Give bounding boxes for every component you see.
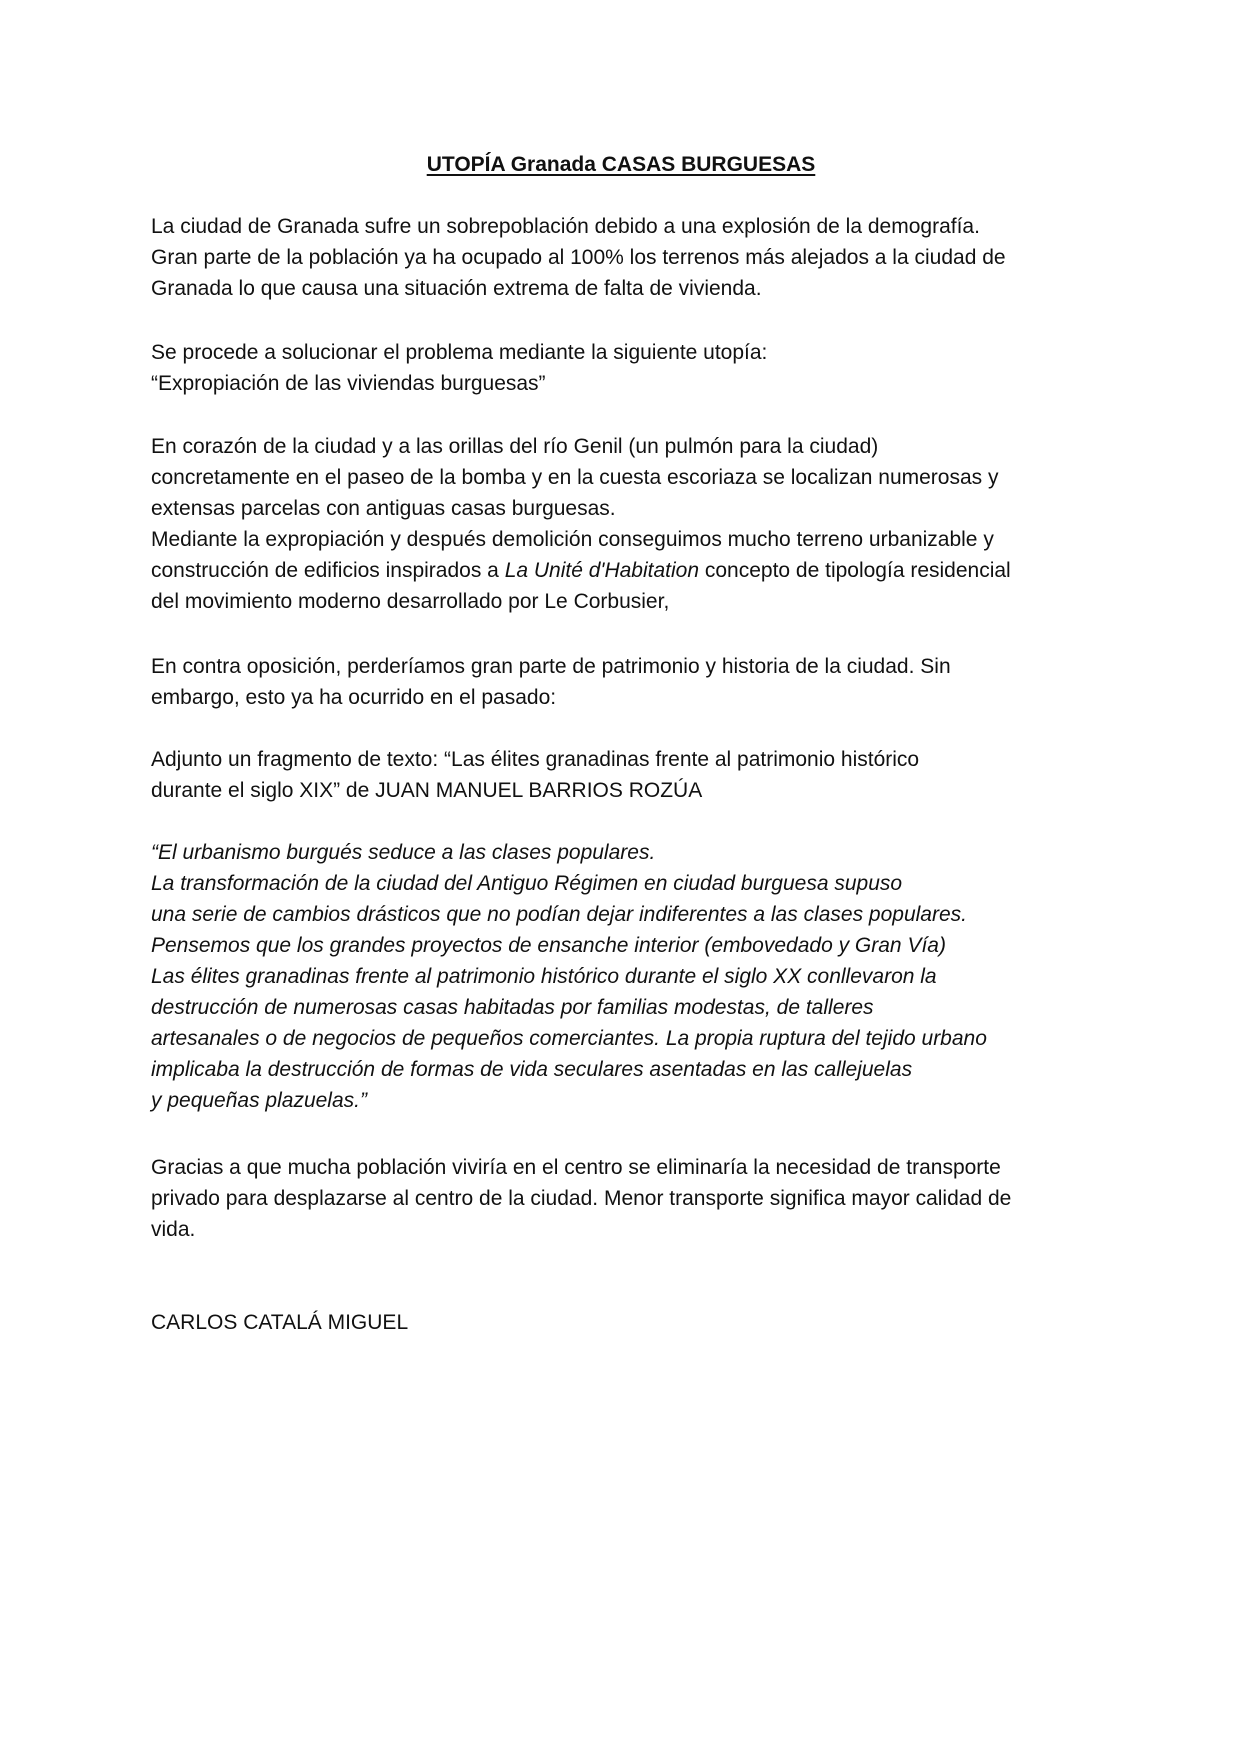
paragraph-line: En corazón de la ciudad y a las orillas del río Genil (un pulmón para la ciudad) xyxy=(151,435,879,458)
text-run: concepto de tipología residencial xyxy=(699,559,1011,582)
paragraph-utopia-proposal xyxy=(151,337,1111,399)
quote-line: “El urbanismo burgués seduce a las clases populares. xyxy=(151,841,656,864)
paragraph-line: privado para desplazarse al centro de la ciudad. Menor transporte significa mayor calidad de xyxy=(151,1187,1012,1210)
document-title: UTOPÍA Granada CASAS BURGUESAS xyxy=(426,153,816,176)
quote-line: Las élites granadinas frente al patrimonio histórico durante el siglo XX conllevaron la xyxy=(151,965,937,988)
paragraph-citation xyxy=(151,744,1111,806)
quote-block xyxy=(151,837,1111,1116)
quote-line: artesanales o de negocios de pequeños comerciantes. La propia ruptura del tejido urbano xyxy=(151,1027,987,1050)
paragraph-line: Mediante la expropiación y después demolición conseguimos mucho terreno urbanizable y xyxy=(151,528,994,551)
quote-line: La transformación de la ciudad del Antiguo Régimen en ciudad burguesa supuso xyxy=(151,872,903,895)
paragraph-location xyxy=(151,431,1111,524)
paragraph-line: Gran parte de la población ya ha ocupado al 100% los terrenos más alejados a la ciudad de xyxy=(151,246,1006,269)
paragraph-line: Gracias a que mucha población viviría en el centro se eliminaría la necesidad de transporte xyxy=(151,1156,1001,1179)
paragraph-overpopulation xyxy=(151,211,1111,304)
paragraph-line: En contra oposición, perderíamos gran parte de patrimonio y historia de la ciudad. Sin xyxy=(151,655,951,678)
quote-line: Pensemos que los grandes proyectos de ensanche interior (embovedado y Gran Vía) xyxy=(151,934,946,957)
paragraph-line: vida. xyxy=(151,1218,196,1241)
paragraph-line: concretamente en el paseo de la bomba y en la cuesta escoriaza se localizan numerosas y xyxy=(151,466,999,489)
paragraph-line: Granada lo que causa una situación extrema de falta de vivienda. xyxy=(151,277,762,300)
paragraph-line: extensas parcelas con antiguas casas burguesas. xyxy=(151,497,616,520)
paragraph-line: durante el siglo XIX” de JUAN MANUEL BARRIOS ROZÚA xyxy=(151,779,703,802)
paragraph-transport-benefit xyxy=(151,1152,1111,1245)
paragraph-line: Se procede a solucionar el problema mediante la siguiente utopía: xyxy=(151,341,768,364)
quote-line: una serie de cambios drásticos que no podían dejar indiferentes a las clases populares. xyxy=(151,903,967,926)
paragraph-line: Adjunto un fragmento de texto: “Las élites granadinas frente al patrimonio histórico xyxy=(151,748,920,771)
quote-line: y pequeñas plazuelas.” xyxy=(151,1089,367,1112)
paragraph-line: La ciudad de Granada sufre un sobrepoblación debido a una explosión de la demografía. xyxy=(151,215,980,238)
italic-reference-unite-habitation: La Unité d'Habitation xyxy=(504,559,700,582)
quote-line: implicaba la destrucción de formas de vida seculares asentadas en las callejuelas xyxy=(151,1058,913,1081)
paragraph-expropriation xyxy=(151,524,1111,617)
text-run: construcción de edificios inspirados a xyxy=(151,559,505,582)
paragraph-line: “Expropiación de las viviendas burguesas” xyxy=(151,372,546,395)
paragraph-opposition xyxy=(151,651,1111,713)
quote-line: destrucción de numerosas casas habitadas por familias modestas, de talleres xyxy=(151,996,874,1019)
paragraph-line: del movimiento moderno desarrollado por Le Corbusier, xyxy=(151,590,670,613)
paragraph-line: embargo, esto ya ha ocurrido en el pasado: xyxy=(151,686,557,709)
paragraph-line-mixed xyxy=(151,555,1111,586)
author-name: CARLOS CATALÁ MIGUEL xyxy=(151,1311,409,1334)
